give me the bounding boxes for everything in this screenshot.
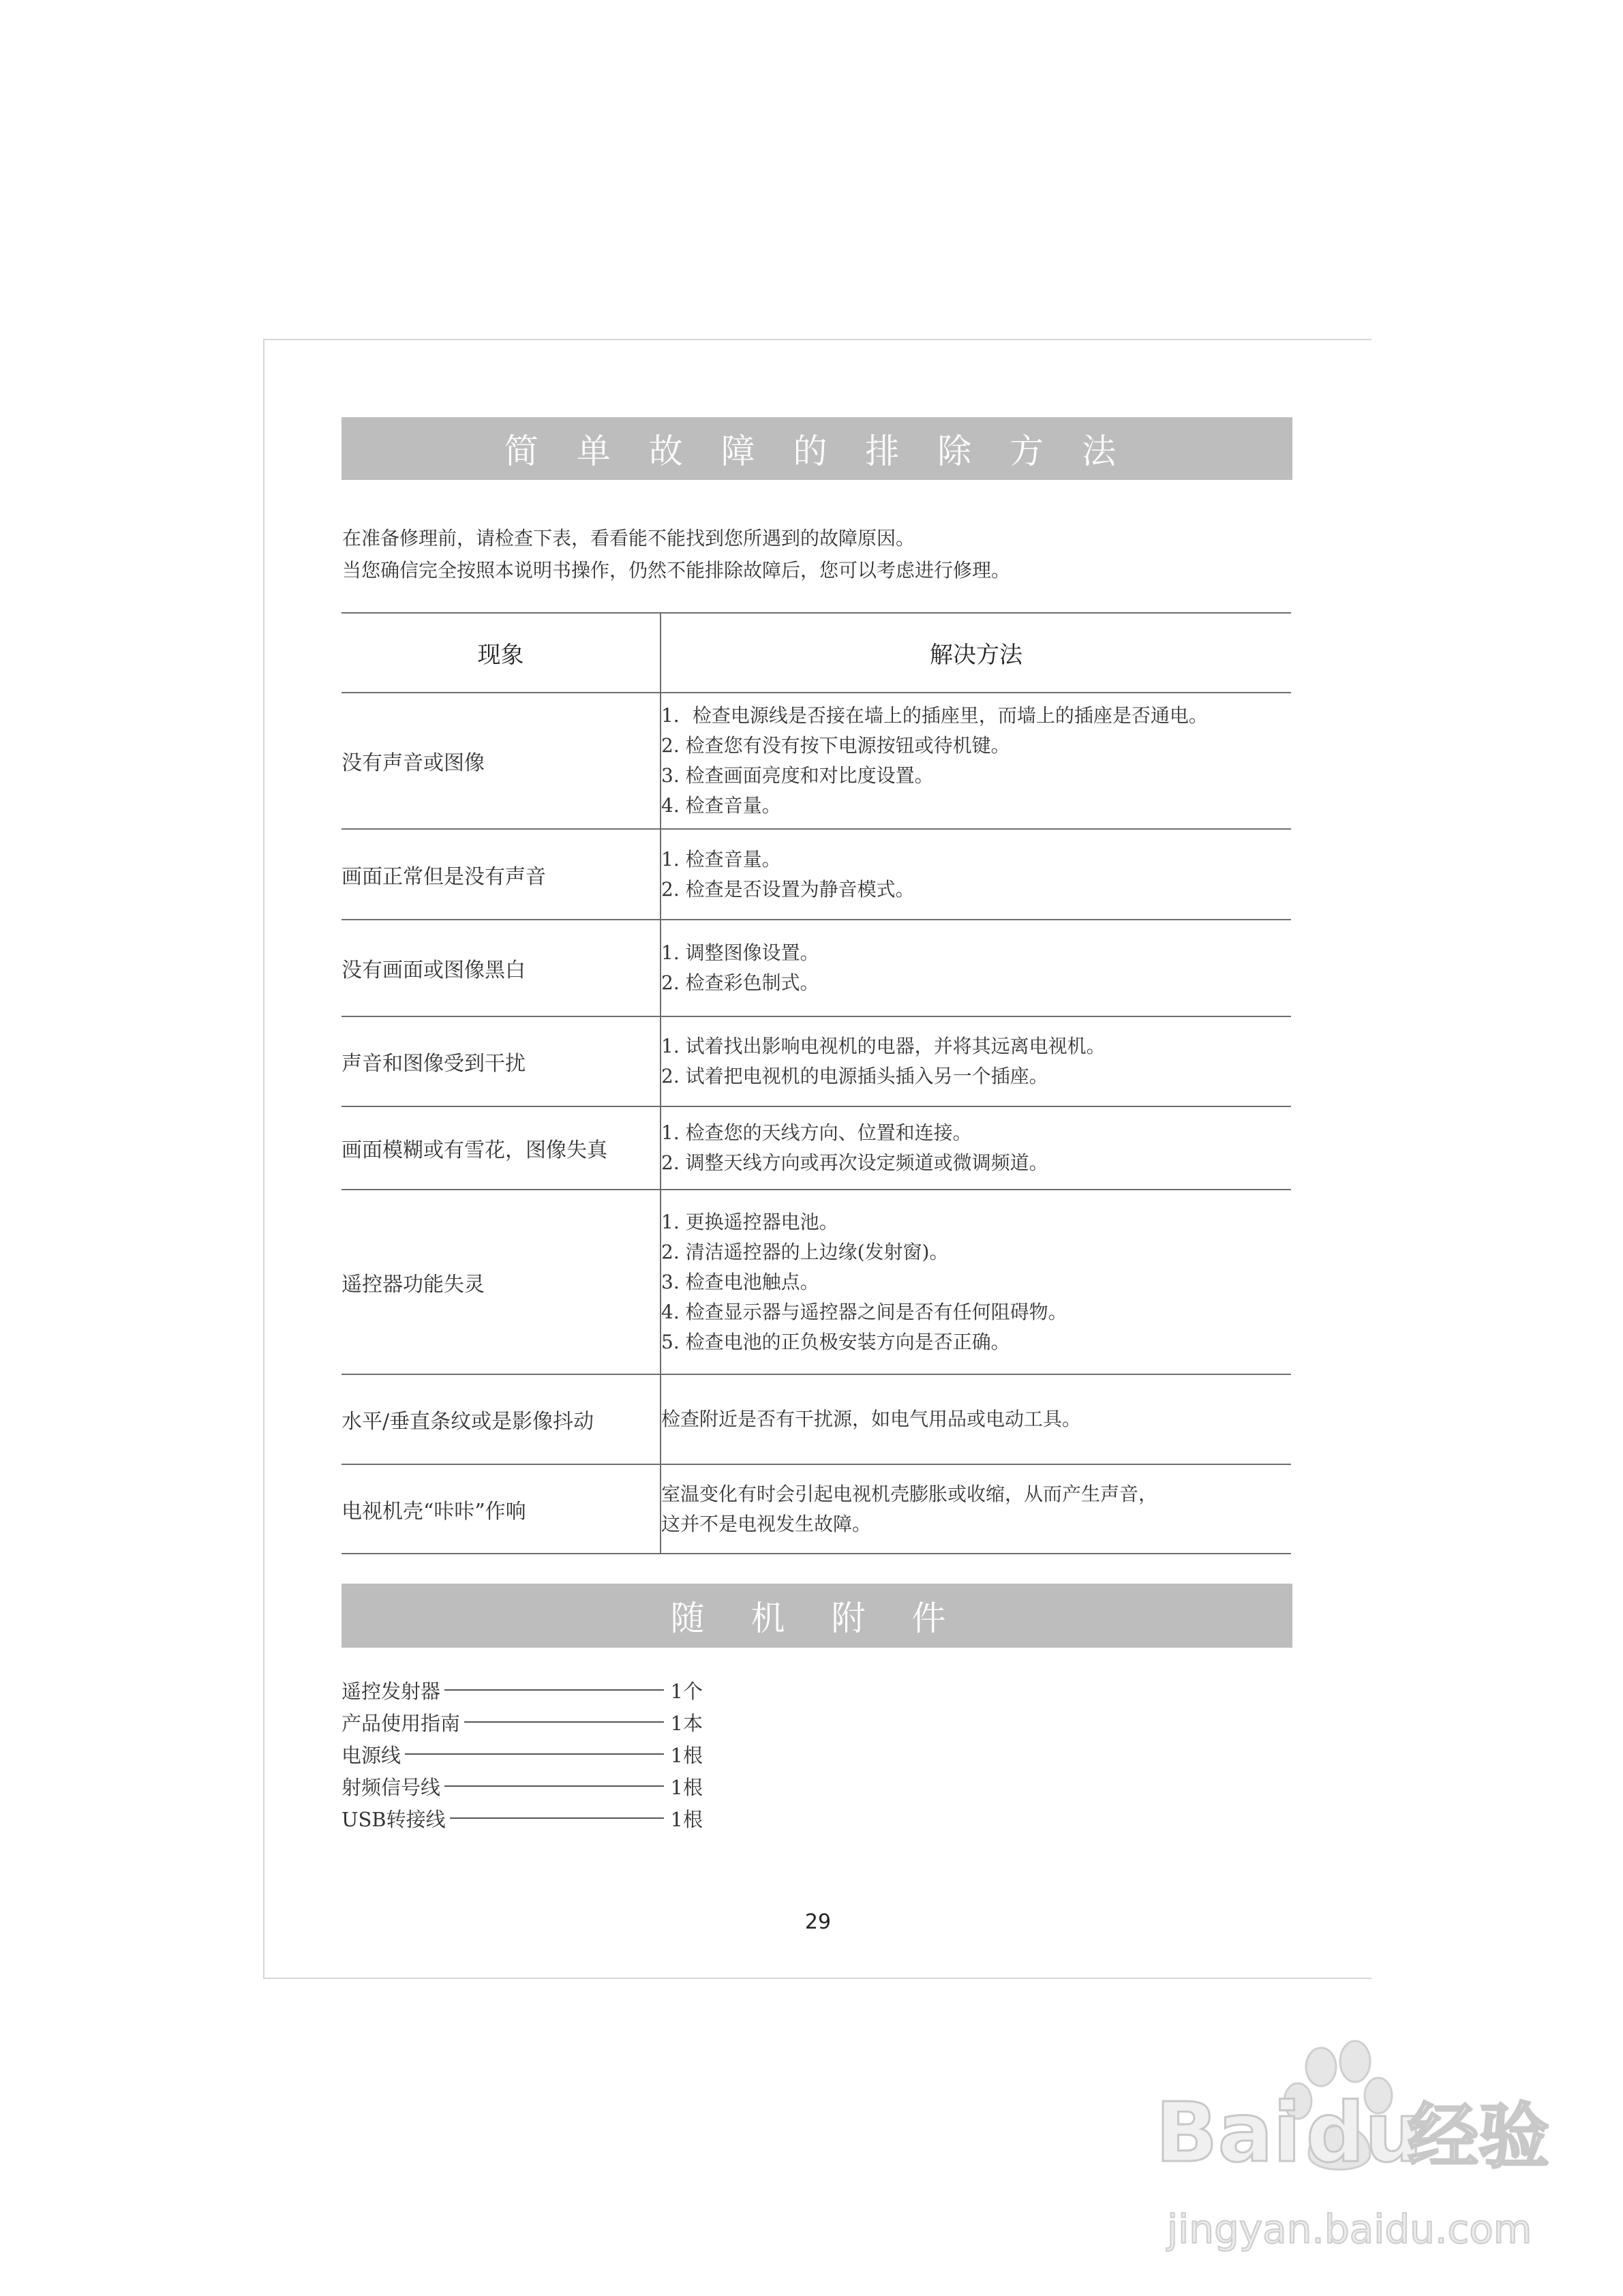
watermark-brand-end: du <box>1306 2086 1423 2181</box>
table-row <box>342 1016 1291 1106</box>
solution-cell <box>661 1190 1291 1374</box>
accessory-qty: 1本 <box>670 1711 703 1735</box>
symptom-cell: 画面模糊或有雪花，图像失真 <box>342 1106 661 1190</box>
symptom-cell: 画面正常但是没有声音 <box>342 829 661 920</box>
accessory-qty: 1根 <box>670 1807 703 1831</box>
intro-line-2: 当您确信完全按照本说明书操作，仍然不能排除故障后，您可以考虑进行修理。 <box>342 559 1011 581</box>
leader-line <box>464 1721 664 1723</box>
solution-line: 检查附近是否有干扰源，如电气用品或电动工具。 <box>661 1408 1082 1430</box>
leader-line <box>450 1817 664 1819</box>
solution-line: 2. 试着把电视机的电源插头插入另一个插座。 <box>661 1065 1048 1087</box>
header-solution: 解决方法 <box>930 641 1022 669</box>
baidu-logo <box>1152 2038 1561 2270</box>
solution-cell <box>661 920 1291 1016</box>
table-row <box>342 1106 1291 1190</box>
table-row <box>342 693 1291 829</box>
solution-line: 1. 检查音量。 <box>661 847 781 871</box>
solution-line: 这并不是电视发生故障。 <box>661 1512 872 1535</box>
symptom-cell: 声音和图像受到干扰 <box>342 1016 661 1106</box>
solution-cell <box>661 1464 1291 1554</box>
header-symptom: 现象 <box>342 613 661 693</box>
solution-line: 2. 检查彩色制式。 <box>661 971 819 994</box>
solution-line: 3. 检查画面亮度和对比度设置。 <box>661 764 934 787</box>
solution-line: 4. 检查显示器与遥控器之间是否有任何阻碍物。 <box>661 1300 1067 1323</box>
solution-line: 4. 检查音量。 <box>661 794 781 817</box>
solution-line: 2. 检查是否设置为静音模式。 <box>661 877 915 901</box>
accessory-name: USB转接线 <box>342 1807 446 1831</box>
troubleshooting-title-bar <box>342 417 1292 480</box>
accessory-name: 电源线 <box>342 1743 401 1767</box>
symptom-cell: 没有画面或图像黑白 <box>342 920 661 1016</box>
list-item <box>342 1802 703 1834</box>
solution-line: 1. 检查您的天线方向、位置和连接。 <box>661 1121 972 1144</box>
frame-left-line <box>263 339 264 1979</box>
symptom-cell: 遥控器功能失灵 <box>342 1190 661 1374</box>
solution-cell <box>661 1374 1291 1464</box>
watermark-suffix: 经验 <box>1408 2095 1550 2178</box>
solution-line: 2. 清洁遥控器的上边缘(发射窗)。 <box>661 1240 949 1263</box>
solution-line: 3. 检查电池触点。 <box>661 1270 819 1293</box>
solution-cell <box>661 829 1291 920</box>
solution-line: 1. 更换遥控器电池。 <box>661 1210 838 1233</box>
symptom-cell: 没有声音或图像 <box>342 693 661 829</box>
solution-line: 2. 调整天线方向或再次设定频道或微调频道。 <box>661 1151 1048 1174</box>
accessories-title-bar <box>342 1584 1292 1648</box>
accessory-name: 射频信号线 <box>342 1775 441 1799</box>
accessories-title: 随 机 附 件 <box>670 1599 964 1638</box>
table-row <box>342 920 1291 1016</box>
watermark-brand: Bai <box>1155 2086 1301 2181</box>
page-number: 29 <box>804 1910 832 1934</box>
troubleshooting-table <box>342 612 1291 1554</box>
table-header-row <box>342 613 1291 693</box>
solution-line: 1. 试着找出影响电视机的电器，并将其远离电视机。 <box>661 1035 1106 1057</box>
accessory-name: 遥控发射器 <box>342 1679 441 1703</box>
leader-line <box>444 1689 664 1691</box>
watermark-url: jingyan.baidu.com <box>1167 2206 1532 2252</box>
solution-cell <box>661 1016 1291 1106</box>
list-item <box>342 1674 703 1706</box>
solution-line: 室温变化有时会引起电视机壳膨胀或收缩，从而产生声音， <box>661 1482 1158 1505</box>
symptom-cell: 电视机壳“咔咔”作响 <box>342 1464 661 1554</box>
symptom-cell: 水平/垂直条纹或是影像抖动 <box>342 1374 661 1464</box>
frame-bottom-line <box>263 1978 1371 1979</box>
page-title: 简 单 故 障 的 排 除 方 法 <box>504 432 1130 471</box>
list-item <box>342 1738 703 1770</box>
table-row <box>342 829 1291 920</box>
table-row <box>342 1190 1291 1374</box>
solution-line: 2. 检查您有没有按下电源按钮或待机键。 <box>661 734 1010 757</box>
table-row <box>342 1374 1291 1464</box>
accessory-qty: 1个 <box>670 1679 703 1703</box>
solution-cell <box>661 693 1291 829</box>
table-row <box>342 1464 1291 1554</box>
solution-line: 1. 调整图像设置。 <box>661 941 819 964</box>
list-item <box>342 1706 703 1738</box>
accessory-qty: 1根 <box>670 1775 703 1799</box>
accessory-qty: 1根 <box>670 1743 703 1767</box>
solution-line: 5. 检查电池的正负极安装方向是否正确。 <box>661 1330 1010 1353</box>
frame-top-line <box>263 339 1371 340</box>
solution-line: 1．检查电源线是否接在墙上的插座里，而墙上的插座是否通电。 <box>661 704 1208 727</box>
intro-line-1: 在准备修理前，请检查下表，看看能不能找到您所遇到的故障原因。 <box>342 527 915 549</box>
solution-cell <box>661 1106 1291 1190</box>
list-item <box>342 1770 703 1802</box>
leader-line <box>405 1753 664 1755</box>
baidu-watermark <box>1152 2038 1561 2270</box>
accessory-name: 产品使用指南 <box>342 1711 461 1735</box>
leader-line <box>444 1785 664 1787</box>
